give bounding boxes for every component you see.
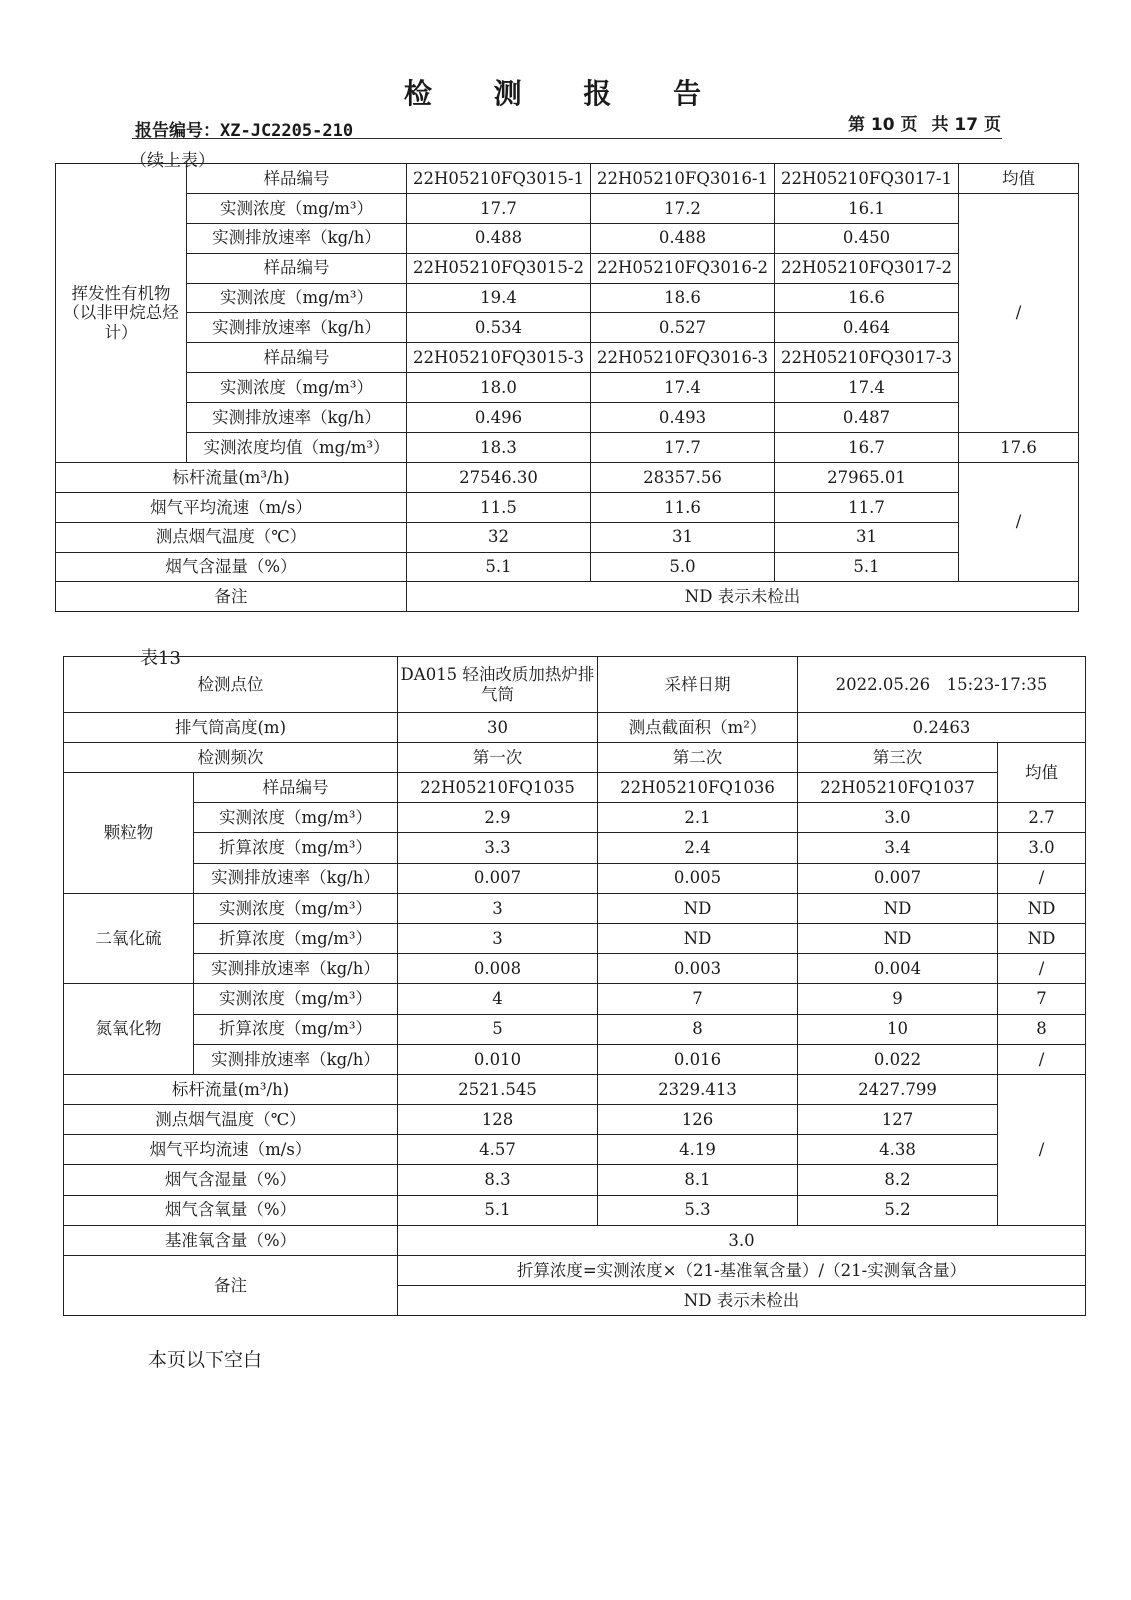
sample-id: 22H05210FQ3016-3: [591, 343, 775, 373]
value-cell: 0.004: [798, 954, 998, 984]
value-cell: 5.2: [798, 1195, 998, 1225]
value-cell: 2427.799: [798, 1074, 998, 1104]
row-label: 实测浓度（mg/m³）: [194, 984, 398, 1014]
row-label: 实测排放速率（kg/h）: [194, 954, 398, 984]
value-cell: 4.38: [798, 1135, 998, 1165]
value-cell: 8.3: [398, 1165, 598, 1195]
value-cell: 3: [398, 923, 598, 953]
value-cell: 4.57: [398, 1135, 598, 1165]
value-cell: 11.7: [775, 492, 959, 522]
row-label: 烟气平均流速（m/s）: [56, 492, 407, 522]
sample-id: 22H05210FQ3016-2: [591, 253, 775, 283]
sample-id: 22H05210FQ1037: [798, 773, 998, 803]
blank-page-note: 本页以下空白: [148, 1349, 263, 1371]
value-cell: 3.0: [398, 1225, 1086, 1255]
value-cell: 8.2: [798, 1165, 998, 1195]
row-label: 实测浓度（mg/m³）: [194, 803, 398, 833]
value-cell: 2329.413: [598, 1074, 798, 1104]
row-label: 样品编号: [194, 773, 398, 803]
value-cell: 8.1: [598, 1165, 798, 1195]
avg-cell: 2.7: [998, 803, 1086, 833]
point-value: DA015 轻油改质加热炉排气筒: [398, 657, 598, 713]
sample-id: 22H05210FQ3016-1: [591, 164, 775, 194]
sample-id: 22H05210FQ3015-1: [407, 164, 591, 194]
value-cell: 16.7: [775, 433, 959, 463]
value-cell: 0.527: [591, 313, 775, 343]
value-cell: 17.7: [591, 433, 775, 463]
row-label: 实测浓度均值（mg/m³）: [187, 433, 407, 463]
value-cell: 27546.30: [407, 462, 591, 492]
emission-results-table: [63, 656, 1086, 1316]
row-label: 实测浓度（mg/m³）: [187, 283, 407, 313]
value-cell: 5.1: [407, 552, 591, 582]
value-cell: 0.016: [598, 1044, 798, 1074]
voc-results-table: [55, 163, 1079, 612]
row-label: 测点截面积（m²）: [598, 713, 798, 743]
value-cell: 18.3: [407, 433, 591, 463]
sample-id: 22H05210FQ3017-1: [775, 164, 959, 194]
remark-text: ND 表示未检出: [407, 582, 1079, 612]
value-cell: 0.005: [598, 863, 798, 893]
value-cell: 17.2: [591, 193, 775, 223]
value-cell: 5.1: [775, 552, 959, 582]
row-label: 实测浓度（mg/m³）: [187, 193, 407, 223]
row-label: 基准氧含量（%）: [64, 1225, 398, 1255]
pollutant-name: 氮氧化物: [64, 984, 194, 1075]
value-cell: 2.4: [598, 833, 798, 863]
value-cell: 0.2463: [798, 713, 1086, 743]
remark-label: 备注: [56, 582, 407, 612]
value-cell: 0.007: [398, 863, 598, 893]
value-cell: 0.022: [798, 1044, 998, 1074]
table-caption: 表13: [140, 648, 181, 669]
value-cell: 16.1: [775, 193, 959, 223]
avg-cell: ND: [998, 893, 1086, 923]
row-label: 实测浓度（mg/m³）: [194, 893, 398, 923]
value-cell: 0.008: [398, 954, 598, 984]
value-cell: 128: [398, 1105, 598, 1135]
row-label: 实测浓度（mg/m³）: [187, 373, 407, 403]
value-cell: 18.6: [591, 283, 775, 313]
row-label: 检测点位: [64, 657, 398, 713]
value-cell: 3.4: [798, 833, 998, 863]
value-cell: 127: [798, 1105, 998, 1135]
value-cell: 18.0: [407, 373, 591, 403]
row-label: 折算浓度（mg/m³）: [194, 923, 398, 953]
row-label: 烟气含氧量（%）: [64, 1195, 398, 1225]
row-label: 烟气平均流速（m/s）: [64, 1135, 398, 1165]
pollutant-name: 挥发性有机物（以非甲烷总烃计）: [56, 164, 187, 463]
value-cell: 3: [398, 893, 598, 923]
value-cell: 7: [598, 984, 798, 1014]
avg-cell: 3.0: [998, 833, 1086, 863]
value-cell: 5.0: [591, 552, 775, 582]
value-cell: ND: [598, 893, 798, 923]
avg-cell: /: [998, 954, 1086, 984]
row-label: 样品编号: [187, 164, 407, 194]
freq-header: 第二次: [598, 743, 798, 773]
remark-label: 备注: [64, 1256, 398, 1316]
value-cell: 17.7: [407, 193, 591, 223]
pollutant-name: 二氧化硫: [64, 893, 194, 984]
value-cell: 3.0: [798, 803, 998, 833]
value-cell: 0.496: [407, 403, 591, 433]
row-label: 采样日期: [598, 657, 798, 713]
value-cell: 30: [398, 713, 598, 743]
freq-header: 第三次: [798, 743, 998, 773]
avg-cell: 7: [998, 984, 1086, 1014]
value-cell: 32: [407, 522, 591, 552]
value-cell: 19.4: [407, 283, 591, 313]
value-cell: 2.1: [598, 803, 798, 833]
value-cell: 0.450: [775, 223, 959, 253]
value-cell: 17.4: [775, 373, 959, 403]
page-total: 共 17 页: [931, 115, 1001, 135]
value-cell: 0.493: [591, 403, 775, 433]
avg-cell: 17.6: [959, 433, 1079, 463]
row-label: 标杆流量(m³/h): [64, 1074, 398, 1104]
avg-cell: /: [998, 1044, 1086, 1074]
continued-note: （续上表）: [130, 151, 215, 171]
value-cell: 27965.01: [775, 462, 959, 492]
row-label: 检测频次: [64, 743, 398, 773]
pollutant-name: 颗粒物: [64, 773, 194, 894]
value-cell: 126: [598, 1105, 798, 1135]
row-label: 烟气含湿量（%）: [64, 1165, 398, 1195]
value-cell: 0.487: [775, 403, 959, 433]
value-cell: 0.003: [598, 954, 798, 984]
page-indicator: [834, 110, 1001, 135]
value-cell: 5.3: [598, 1195, 798, 1225]
value-cell: 31: [775, 522, 959, 552]
value-cell: 4.19: [598, 1135, 798, 1165]
value-cell: 9: [798, 984, 998, 1014]
avg-cell: ND: [998, 923, 1086, 953]
row-label: 标杆流量(m³/h): [56, 462, 407, 492]
value-cell: 17.4: [591, 373, 775, 403]
sample-id: 22H05210FQ3015-3: [407, 343, 591, 373]
sample-id: 22H05210FQ3017-3: [775, 343, 959, 373]
value-cell: 11.5: [407, 492, 591, 522]
freq-header: 第一次: [398, 743, 598, 773]
value-cell: 2.9: [398, 803, 598, 833]
row-label: 烟气含湿量（%）: [56, 552, 407, 582]
value-cell: 5.1: [398, 1195, 598, 1225]
value-cell: ND: [598, 923, 798, 953]
row-label: 实测排放速率（kg/h）: [187, 313, 407, 343]
avg-cell: /: [959, 462, 1079, 582]
value-cell: 0.534: [407, 313, 591, 343]
row-label: 实测排放速率（kg/h）: [194, 1044, 398, 1074]
value-cell: 0.488: [591, 223, 775, 253]
value-cell: 8: [598, 1014, 798, 1044]
row-label: 排气筒高度(m): [64, 713, 398, 743]
value-cell: 31: [591, 522, 775, 552]
avg-header: 均值: [998, 743, 1086, 803]
row-label: 测点烟气温度（℃）: [56, 522, 407, 552]
row-label: 样品编号: [187, 253, 407, 283]
avg-header: 均值: [959, 164, 1079, 194]
value-cell: 0.010: [398, 1044, 598, 1074]
value-cell: 11.6: [591, 492, 775, 522]
row-label: 实测排放速率（kg/h）: [187, 223, 407, 253]
report-number: 报告编号：XZ-JC2205-210: [135, 121, 354, 141]
header-rule: [132, 138, 1002, 139]
remark-formula: 折算浓度=实测浓度×（21-基准氧含量）/（21-实测氧含量）: [398, 1256, 1086, 1286]
row-label: 实测排放速率（kg/h）: [194, 863, 398, 893]
value-cell: 0.488: [407, 223, 591, 253]
avg-cell: /: [998, 1074, 1086, 1225]
value-cell: 16.6: [775, 283, 959, 313]
avg-cell: 8: [998, 1014, 1086, 1044]
avg-cell: /: [959, 193, 1079, 432]
value-cell: 4: [398, 984, 598, 1014]
value-cell: 3.3: [398, 833, 598, 863]
report-title: 检 测 报 告: [403, 77, 728, 110]
sample-id: 22H05210FQ1035: [398, 773, 598, 803]
remark-text: ND 表示未检出: [398, 1286, 1086, 1316]
value-cell: 5: [398, 1014, 598, 1044]
value-cell: ND: [798, 893, 998, 923]
value-cell: 2521.545: [398, 1074, 598, 1104]
avg-cell: /: [998, 863, 1086, 893]
row-label: 实测排放速率（kg/h）: [187, 403, 407, 433]
sample-id: 22H05210FQ1036: [598, 773, 798, 803]
value-cell: 10: [798, 1014, 998, 1044]
value-cell: 0.007: [798, 863, 998, 893]
row-label: 折算浓度（mg/m³）: [194, 833, 398, 863]
sample-id: 22H05210FQ3015-2: [407, 253, 591, 283]
value-cell: ND: [798, 923, 998, 953]
sample-id: 22H05210FQ3017-2: [775, 253, 959, 283]
page-current: 第 10 页: [848, 115, 918, 135]
date-value: 2022.05.26 15:23-17:35: [798, 657, 1086, 713]
row-label: 样品编号: [187, 343, 407, 373]
row-label: 折算浓度（mg/m³）: [194, 1014, 398, 1044]
row-label: 测点烟气温度（℃）: [64, 1105, 398, 1135]
value-cell: 28357.56: [591, 462, 775, 492]
value-cell: 0.464: [775, 313, 959, 343]
